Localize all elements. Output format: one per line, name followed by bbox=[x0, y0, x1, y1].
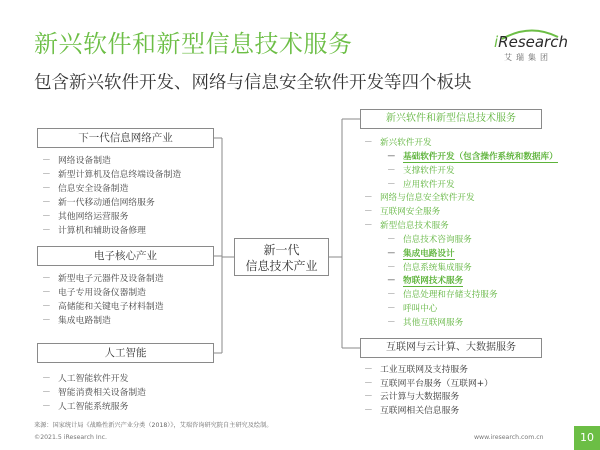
list-item: － 高储能和关键电子材料制造 bbox=[42, 302, 164, 313]
source-note: 来源：国家统计局《战略性新兴产业分类（2018）》，艾瑞咨询研究院自主研究及绘制。 bbox=[34, 422, 273, 429]
list-item: － 人工智能系统服务 bbox=[42, 402, 129, 413]
list-item: － 信息安全设备制造 bbox=[42, 184, 129, 195]
list-item: － 基础软件开发（包含操作系统和数据库） bbox=[387, 151, 558, 162]
list-item: － 计算机和辅助设备修理 bbox=[42, 226, 146, 237]
logo-wordmark: iResearch bbox=[494, 33, 568, 51]
list-item: － 网络设备制造 bbox=[42, 156, 111, 166]
left-box-2 bbox=[37, 343, 214, 363]
list-item: － 信息技术咨询服务 bbox=[387, 234, 472, 245]
logo-subtext: 艾瑞集团 bbox=[504, 53, 552, 62]
right-top-title: 新兴软件和新型信息技术服务 bbox=[386, 113, 516, 124]
list-item: － 互联网安全服务 bbox=[364, 207, 441, 218]
list-item: － 其他网络运营服务 bbox=[42, 212, 129, 223]
list-item: － 呼叫中心 bbox=[387, 304, 438, 315]
list-item: － 新兴软件开发 bbox=[364, 138, 432, 148]
page-number: 10 bbox=[574, 426, 600, 450]
website-url: www.iresearch.com.cn bbox=[474, 434, 544, 441]
list-item: － 新型信息技术服务 bbox=[364, 221, 449, 232]
left-list-0 bbox=[42, 154, 181, 239]
page-title: 新兴软件和新型信息技术服务 bbox=[34, 30, 353, 58]
list-item: － 互联网相关信息服务 bbox=[364, 405, 460, 416]
copyright: ©2021.5 iResearch Inc. bbox=[34, 434, 107, 441]
left-list-1 bbox=[42, 272, 164, 328]
list-item: － 应用软件开发 bbox=[387, 179, 455, 190]
list-item: － 云计算与大数据服务 bbox=[364, 392, 460, 403]
list-item: － 信息处理和存储支持服务 bbox=[387, 290, 498, 301]
left-box-1-title: 电子核心产业 bbox=[94, 250, 157, 262]
list-item: － 新型计算机及信息终端设备制造 bbox=[42, 170, 182, 181]
left-box-1 bbox=[37, 246, 214, 266]
right-bottom-box bbox=[360, 338, 542, 358]
list-item: － 电子专用设备仪器制造 bbox=[42, 288, 146, 299]
list-item: － 集成电路制造 bbox=[42, 316, 111, 327]
list-item: － 集成电路设计 bbox=[387, 248, 455, 259]
center-line-2: 信息技术产业 bbox=[245, 259, 318, 273]
list-item: － 智能消费相关设备制造 bbox=[42, 388, 146, 399]
left-list-2 bbox=[42, 372, 146, 414]
list-item: － 信息系统集成服务 bbox=[387, 262, 472, 273]
list-item: － 网络与信息安全软件开发 bbox=[364, 193, 475, 204]
page-subtitle: 包含新兴软件开发、网络与信息安全软件开发等四个板块 bbox=[34, 73, 472, 93]
left-box-0 bbox=[37, 128, 214, 148]
right-bottom-title: 互联网与云计算、大数据服务 bbox=[386, 342, 516, 353]
right-top-list bbox=[364, 137, 558, 331]
list-item: － 互联网平台服务（互联网+） bbox=[364, 378, 493, 389]
list-item: － 其他互联网服务 bbox=[387, 317, 464, 328]
list-item: － 新一代移动通信网络服务 bbox=[42, 198, 155, 209]
left-box-0-title: 下一代信息网络产业 bbox=[78, 132, 173, 144]
list-item: － 物联网技术服务 bbox=[387, 276, 464, 287]
left-box-2-title: 人工智能 bbox=[104, 347, 147, 359]
list-item: － 新型电子元器件及设备制造 bbox=[42, 274, 164, 284]
center-line-1: 新一代 bbox=[263, 243, 300, 257]
right-bottom-list bbox=[364, 364, 493, 418]
list-item: － 支撑软件开发 bbox=[387, 165, 455, 176]
center-box bbox=[234, 238, 329, 276]
list-item: － 人工智能软件开发 bbox=[42, 374, 129, 384]
list-item: － 工业互联网及支持服务 bbox=[364, 365, 468, 375]
right-top-box bbox=[360, 109, 542, 129]
